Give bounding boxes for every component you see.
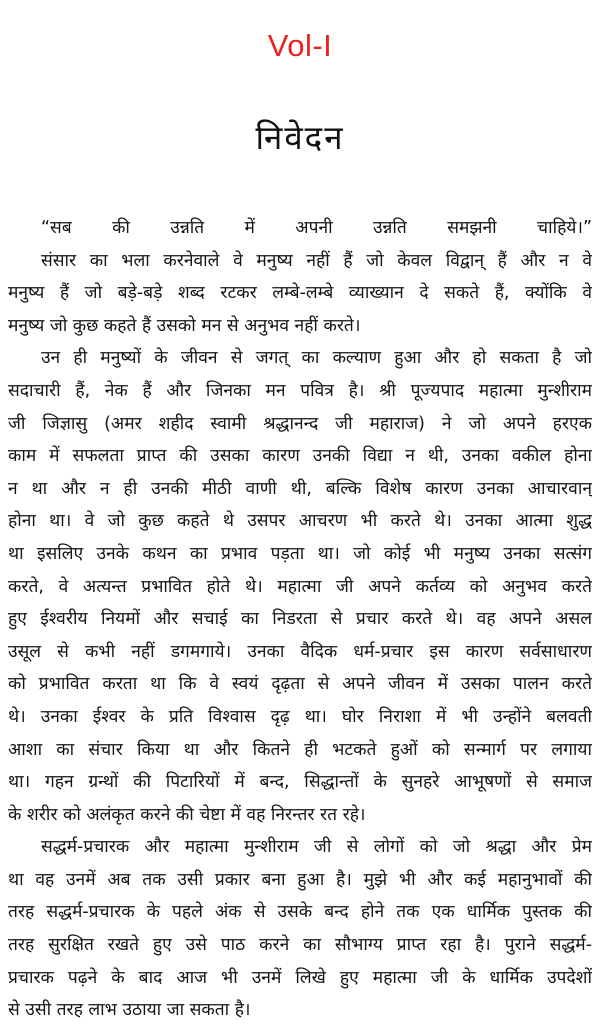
paragraph-2-line-7: था इसलिए उनके कथन का प्रभाव पड़ता था। जो कोई भी मनुष्य उनका सत्संग — [8, 543, 592, 564]
paragraph-1-line-1: संसार का भला करनेवाले वे मनुष्य नहीं हैं जो केवल विद्वान् हैं और न वे — [41, 250, 592, 271]
paragraph-2-line-2: सदाचारी हैं, नेक हैं और जिनका मन पवित्र है। श्री पूज्यपाद महात्मा मुन्शीराम — [8, 380, 592, 401]
paragraph-2-line-3: जी जिज्ञासु (अमर शहीद स्वामी श्रद्धानन्द जी महाराज) ने जो अपने हरएक — [8, 413, 592, 434]
paragraph-3-line-6: से उसी तरह लाभ उठाया जा सकता है। — [8, 1000, 251, 1021]
paragraph-2-line-10: उसूल से कभी नहीं डगमगाये। उनका वैदिक धर्म-प्रचार इस कारण सर्वसाधारण — [8, 641, 592, 662]
paragraph-2-line-15: के शरीर को अलंकृत करने की चेष्टा में वह निरन्तर रत रहे। — [8, 804, 366, 825]
paragraph-2-line-6: होना था। वे जो कुछ कहते थे उसपर आचरण भी करते थे। उनका आत्मा शुद्ध — [8, 511, 592, 532]
paragraph-1-line-3: मनुष्य जो कुछ कहते हैं उसको मन से अनुभव नहीं करते। — [8, 315, 361, 336]
paragraph-2-line-12: थे। उनका ईश्वर के प्रति विश्वास दृढ़ था। घोर निराशा में भी उन्होंने बलवती — [8, 706, 592, 727]
volume-label: Vol-I — [267, 28, 333, 63]
paragraph-2-line-1: उन ही मनुष्यों के जीवन से जगत् का कल्याण हुआ और हो सकता है जो — [41, 348, 592, 369]
paragraph-3-line-3: तरह सद्धर्म-प्रचारक के पहले अंक से उसके बन्द होने तक एक धार्मिक पुस्तक की — [8, 902, 592, 923]
paragraph-2-line-8: करते, वे अत्यन्त प्रभावित होते थे। महात्मा जी अपने कर्तव्य को अनुभव करते — [8, 576, 592, 597]
paragraph-2-line-11: को प्रभावित करता था कि वे स्वयं दृढ़ता से अपने जीवन में उसका पालन करते — [8, 674, 592, 695]
paragraph-2-line-4: काम में सफलता प्राप्त की उसका कारण उनकी विद्या न थी, उनका वकील होना — [8, 446, 592, 467]
paragraph-2-line-9: हुए ईश्वरीय नियमों और सचाई का निडरता से प्रचार करते थे। वह अपने असल — [8, 609, 592, 630]
page-title: निवेदन — [255, 118, 345, 157]
paragraph-2-line-5: न था और न ही उनकी मीठी वाणी थी, बल्कि विशेष कारण उनका आचारवान् — [8, 478, 592, 499]
quote-line: “सब की उन्नति में अपनी उन्नति समझनी चाहिये।” — [41, 218, 592, 238]
paragraph-1-line-2: मनुष्य हैं जो बड़े-बड़े शब्द रटकर लम्बे-लम्बे व्याख्यान दे सकते हैं, क्योंकि वे — [8, 283, 592, 304]
paragraph-3-line-5: प्रचारक पढ़ने के बाद आज भी उनमें लिखे हुए महात्मा जी के धार्मिक उपदेशों — [8, 967, 592, 988]
paragraph-2-line-13: आशा का संचार किया था और कितने ही भटकते हुओं को सन्मार्ग पर लगाया — [8, 739, 592, 760]
paragraph-3-line-2: था वह उनमें अब तक उसी प्रकार बना हुआ है। मुझे भी और कई महानुभावों की — [8, 869, 592, 890]
paragraph-3-line-4: तरह सुरक्षित रखते हुए उसे पाठ करने का सौभाग्य प्राप्त रहा है। पुराने सद्धर्म- — [8, 935, 592, 956]
body-text — [8, 212, 592, 1027]
paragraph-3-line-1: सद्धर्म-प्रचारक और महात्मा मुन्शीराम जी से लोगों को जो श्रद्धा और प्रेम — [41, 837, 592, 858]
paragraph-2-line-14: था। गहन ग्रन्थों की पिटारियों में बन्द, सिद्धान्तों के सुनहरे आभूषणों से समाज — [8, 772, 592, 793]
